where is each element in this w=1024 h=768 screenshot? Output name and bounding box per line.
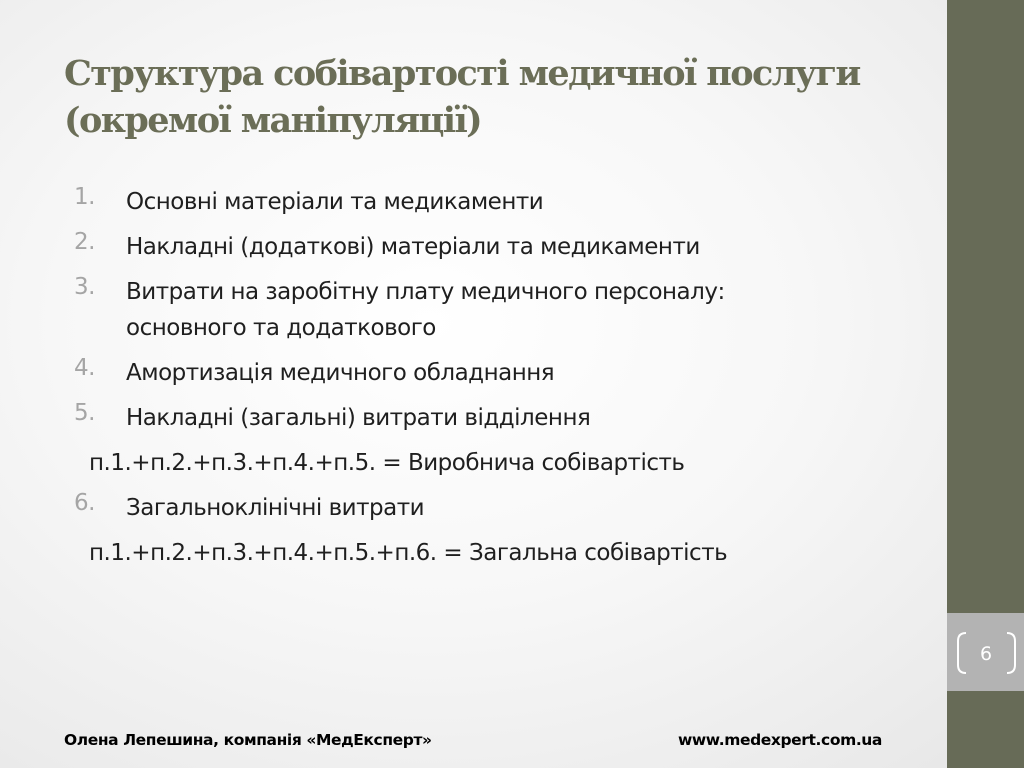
list-item-number: 4. <box>74 355 95 381</box>
slide-title-line-1: Структура собівартості медичної послуги <box>64 53 860 94</box>
list-item-number: 2. <box>74 229 95 255</box>
list-item <box>0 274 940 346</box>
formula-text: п.1.+п.2.+п.3.+п.4.+п.5.+п.6. = Загальна собівартість <box>89 540 728 566</box>
list-item-number: 5. <box>74 400 95 426</box>
list-item <box>0 229 940 265</box>
slide-title <box>64 50 934 144</box>
list-item-text: Амортизація медичного обладнання <box>126 360 555 386</box>
formula-text: п.1.+п.2.+п.3.+п.4.+п.5. = Виробнича собівартість <box>89 450 685 476</box>
list-item <box>0 184 940 220</box>
slide-content <box>0 184 940 571</box>
list-item <box>0 355 940 391</box>
list-item <box>0 490 940 526</box>
list-item-text: Накладні (додаткові) матеріали та медикаменти <box>126 234 700 260</box>
list-item-text: Витрати на заробітну плату медичного персоналу: <box>126 279 725 305</box>
formula-total-cost <box>0 535 940 571</box>
list-item-number: 3. <box>74 274 95 300</box>
formula-production-cost <box>0 445 940 481</box>
footer-author: Олена Лепешина, компанія «МедЕксперт» <box>64 731 432 749</box>
list-item <box>0 400 940 436</box>
list-item-number: 6. <box>74 490 95 516</box>
slide-title-line-2: (окремої маніпуляції) <box>64 100 482 141</box>
list-item-text-continued: основного та додаткового <box>126 315 436 341</box>
footer-website: www.medexpert.com.ua <box>677 731 882 749</box>
list-item-text: Накладні (загальні) витрати відділення <box>126 405 591 431</box>
list-item-text: Загальноклінічні витрати <box>126 495 425 521</box>
list-item-number: 1. <box>74 184 95 210</box>
list-item-text: Основні матеріали та медикаменти <box>126 189 544 215</box>
page-number: 6 <box>979 643 993 665</box>
